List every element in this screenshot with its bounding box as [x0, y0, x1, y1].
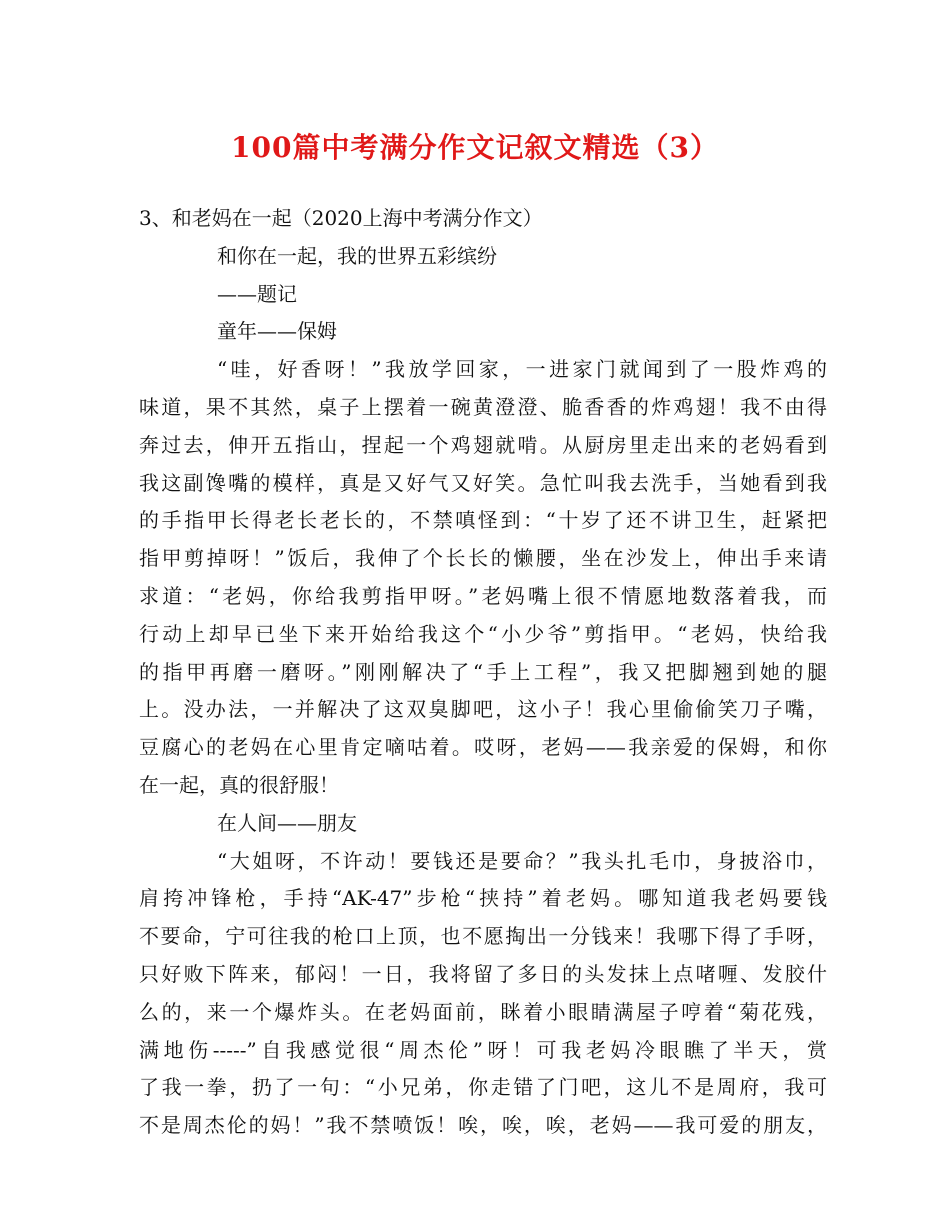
text-line: 在人间——朋友 — [217, 810, 357, 835]
document-body — [139, 200, 827, 1145]
text-line: 上。没办法，一并解决了这双臭脚吧，这小子！我心里偷偷笑刀子嘴， — [139, 697, 827, 722]
text-line: 3、和老妈在一起（2020上海中考满分作文） — [139, 206, 543, 230]
text-line: 不是周杰伦的妈！”我不禁喷饭！唉，唉，唉，老妈——我可爱的朋友， — [139, 1113, 827, 1138]
text-line: 求道：“老妈，你给我剪指甲呀。”老妈嘴上很不情愿地数落着我，而 — [139, 583, 827, 608]
text-line: 了我一拳，扔了一句：“小兄弟，你走错了门吧，这儿不是周府，我可 — [139, 1075, 827, 1100]
text-line: 味道，果不其然，桌子上摆着一碗黄澄澄、脆香香的炸鸡翅！我不由得 — [139, 394, 827, 419]
text-line: 和你在一起，我的世界五彩缤纷 — [217, 243, 497, 268]
text-line: 奔过去，伸开五指山，捏起一个鸡翅就啃。从厨房里走出来的老妈看到 — [139, 432, 827, 457]
text-line: ——题记 — [217, 281, 297, 306]
text-line: 行动上却早已坐下来开始给我这个“小少爷”剪指甲。“老妈，快给我 — [139, 621, 827, 646]
text-line: 肩挎冲锋枪，手持“AK-47”步枪“挟持”着老妈。哪知道我老妈要钱 — [139, 886, 827, 911]
document-title: 100篇中考满分作文记叙文精选（3） — [231, 131, 719, 164]
text-line: 只好败下阵来，郁闷！一日，我将留了多日的头发抹上点啫喱、发胶什 — [139, 961, 827, 986]
text-line: 满地伤-----”自我感觉很“周杰伦”呀！可我老妈冷眼瞧了半天，赏 — [139, 1037, 827, 1062]
text-line: “大姐呀，不许动！要钱还是要命？”我头扎毛巾，身披浴巾， — [217, 848, 827, 873]
text-line: 么的，来一个爆炸头。在老妈面前，眯着小眼睛满屋子哼着“菊花残， — [139, 999, 827, 1024]
text-line: 在一起，真的很舒服！ — [139, 772, 339, 797]
text-line: “哇，好香呀！”我放学回家，一进家门就闻到了一股炸鸡的 — [217, 357, 827, 382]
text-line: 不要命，宁可往我的枪口上顶，也不愿掏出一分钱来！我哪下得了手呀， — [139, 924, 827, 949]
text-line: 豆腐心的老妈在心里肯定嘀咕着。哎呀，老妈——我亲爱的保姆，和你 — [139, 735, 827, 760]
text-line: 我这副馋嘴的模样，真是又好气又好笑。急忙叫我去洗手，当她看到我 — [139, 470, 827, 495]
text-line: 童年——保姆 — [217, 319, 337, 344]
text-line: 指甲剪掉呀！”饭后，我伸了个长长的懒腰，坐在沙发上，伸出手来请 — [139, 546, 827, 571]
text-line: 的指甲再磨一磨呀。”刚刚解决了“手上工程”，我又把脚翘到她的腿 — [139, 659, 827, 684]
text-line: 的手指甲长得老长老长的，不禁嗔怪到：“十岁了还不讲卫生，赶紧把 — [139, 508, 827, 533]
